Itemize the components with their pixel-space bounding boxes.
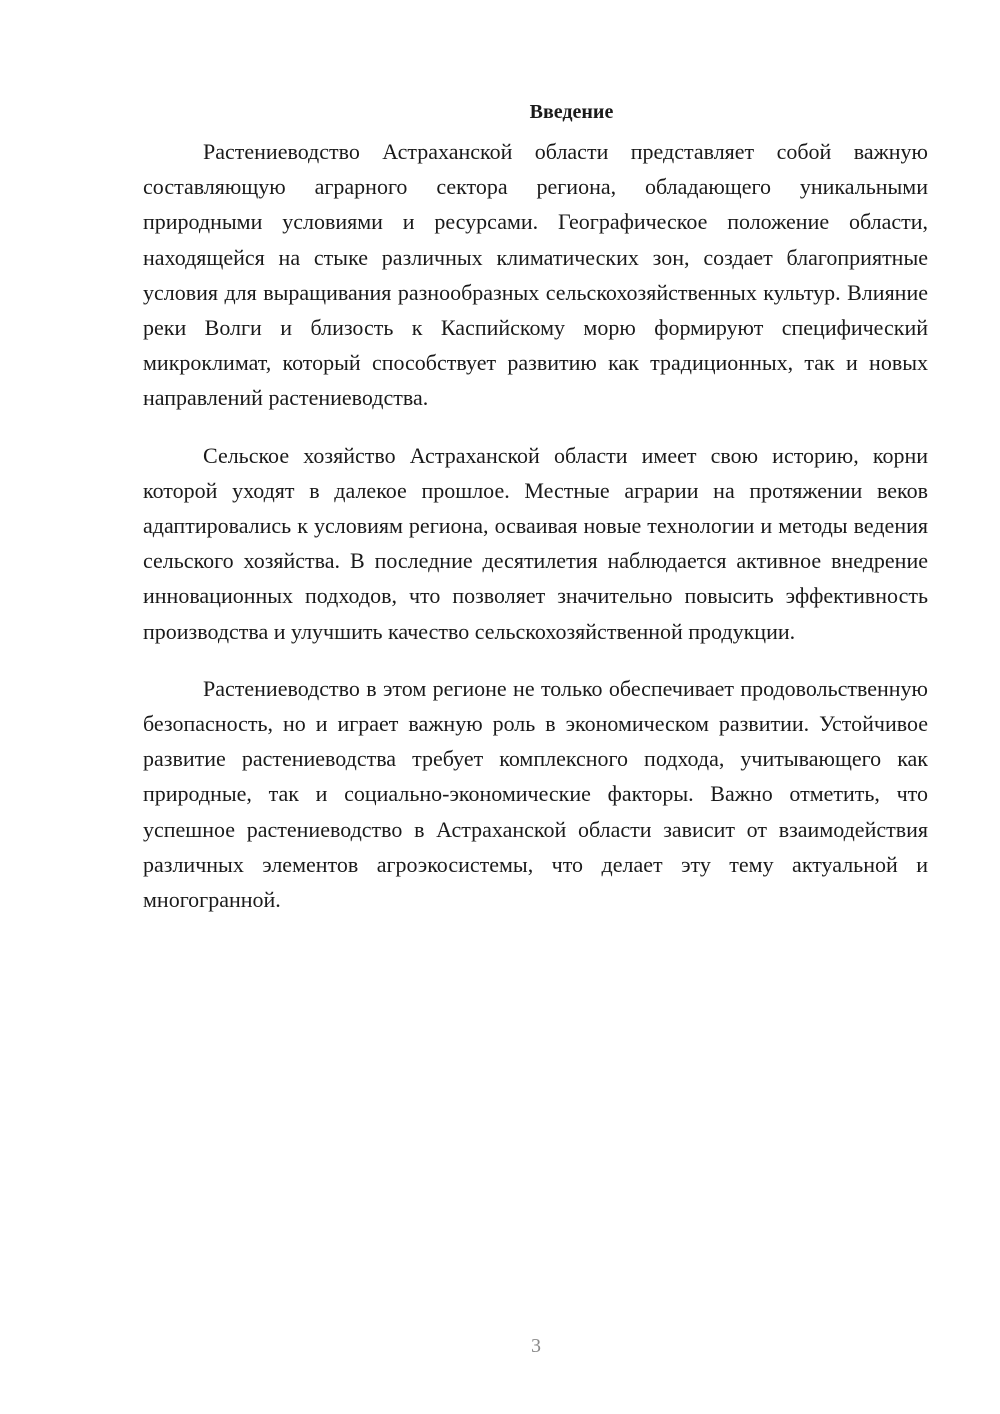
paragraph-1: Растениеводство Астраханской области представляет собой важную составляющую аграрного сектора региона, обладающего уникальными природными условиями и ресурсами. Географическое положение области, находящейся на стыке различных климатических зон, создает благоприятные условия для выращивания разнообразных сельскохозяйственных культур. Влияние реки Волги и близость к Каспийскому морю формируют специфический микроклимат, который способствует развитию как традиционных, так и новых направлений растениеводства. [143, 139, 928, 411]
page-number: 3 [531, 1335, 541, 1357]
paragraph-3: Растениеводство в этом регионе не только обеспечивает продовольственную безопасность, но и играет важную роль в экономическом развитии. Устойчивое развитие растениеводства требует комплексного подхода, учитывающего как природные, так и социально-экономические факторы. Важно отметить, что успешное растениеводство в Астраханской области зависит от взаимодействия различных элементов агроэкосистемы, что делает эту тему актуальной и многогранной. [143, 675, 928, 913]
paragraph-2: Сельское хозяйство Астраханской области имеет свою историю, корни которой уходят в далекое прошлое. Местные аграрии на протяжении веков адаптировались к условиям региона, осваивая новые технологии и методы ведения сельского хозяйства. В последние десятилетия наблюдается активное внедрение инновационных подходов, что позволяет значительно повысить эффективность производства и улучшить качество сельскохозяйственной продукции. [143, 442, 928, 644]
page-content [143, 98, 928, 939]
section-heading: Введение [529, 101, 614, 123]
